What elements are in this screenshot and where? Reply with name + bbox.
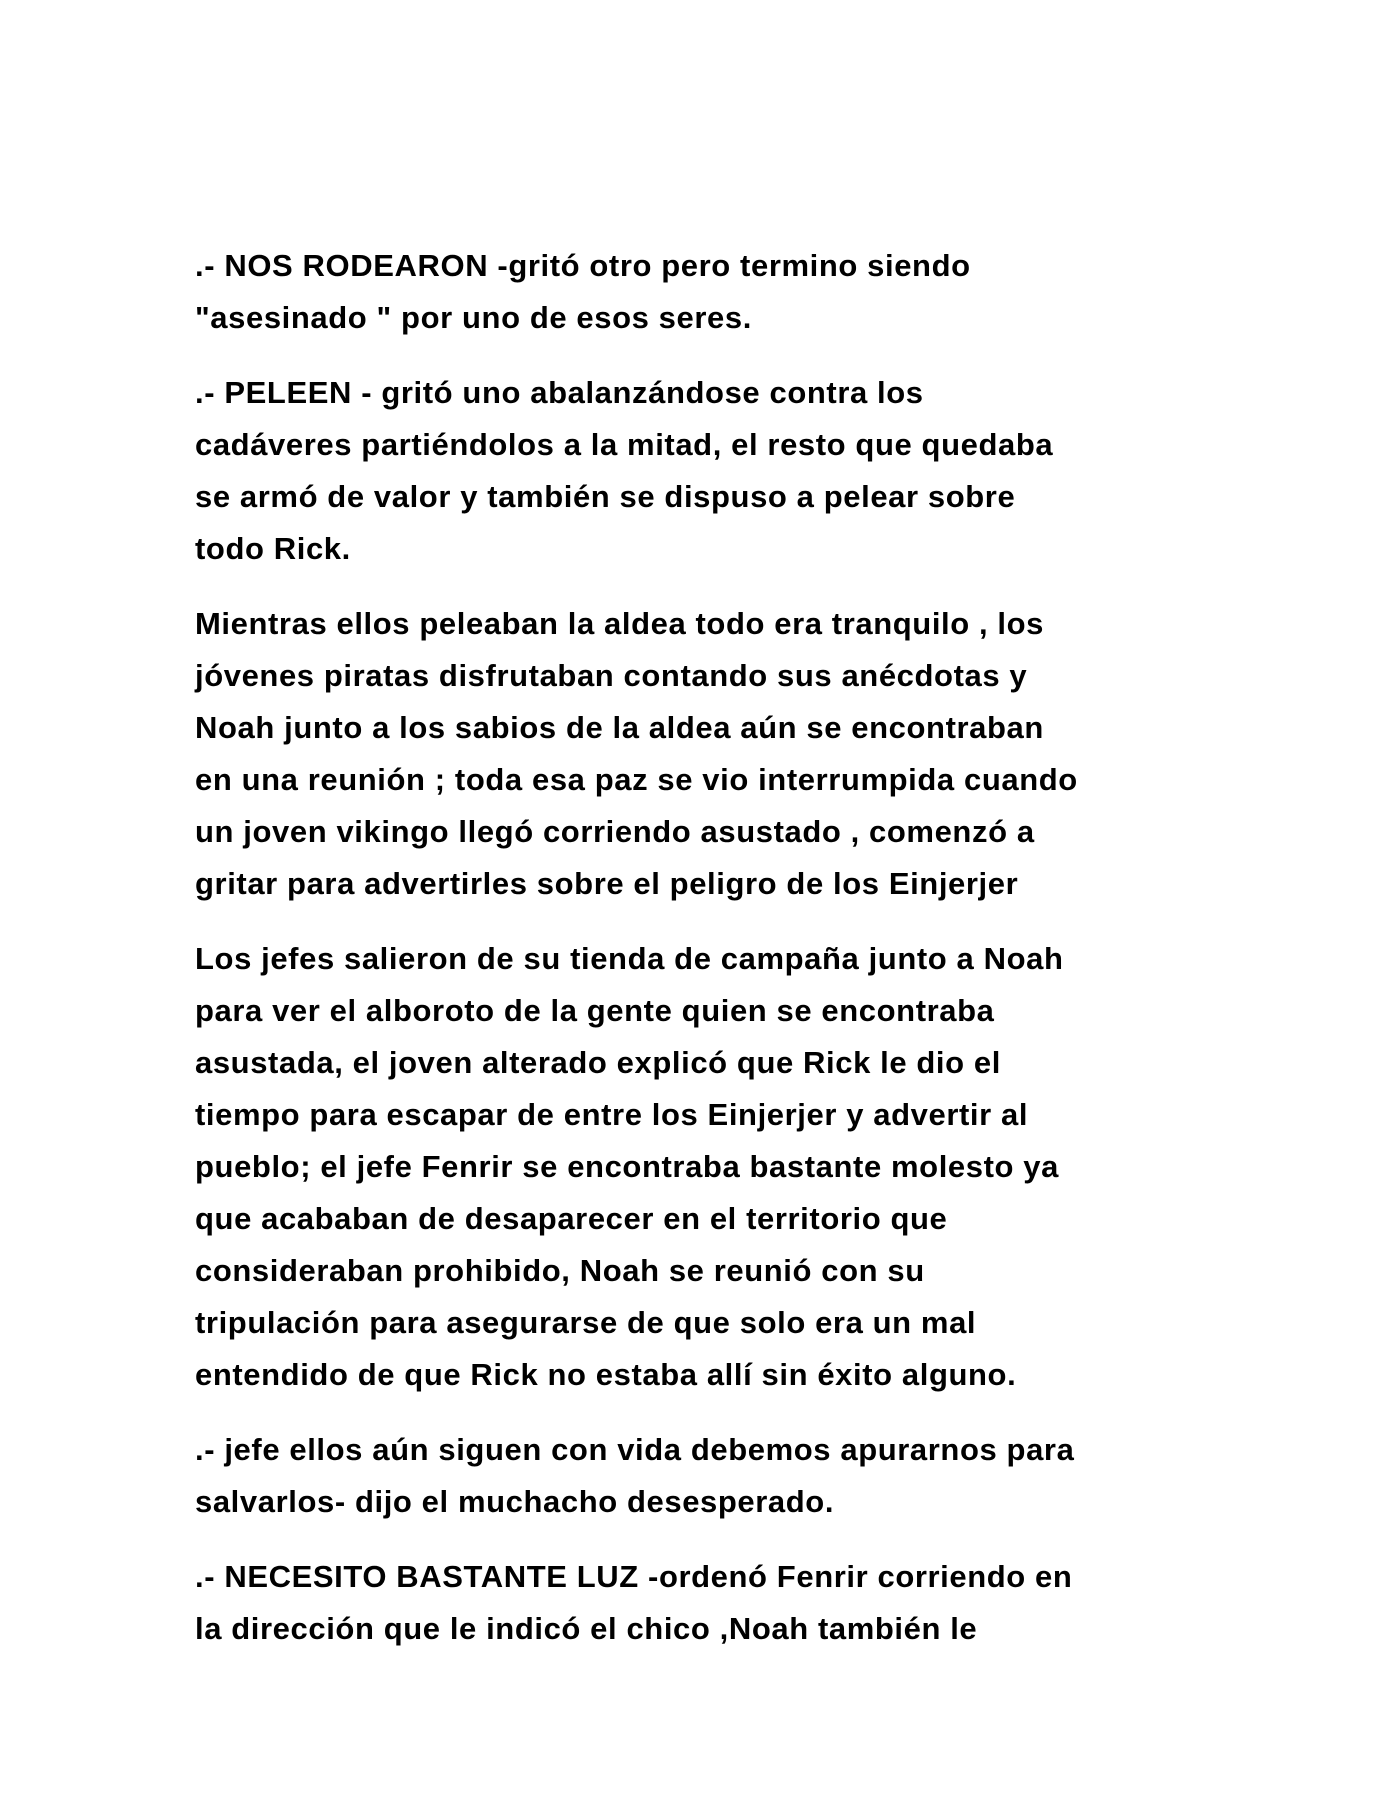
paragraph-4 [195, 933, 1215, 1401]
paragraph-1 [195, 240, 1215, 344]
text-line: en una reunión ; toda esa paz se vio interrumpida cuando [195, 762, 1078, 797]
text-line: se armó de valor y también se dispuso a pelear sobre [195, 479, 1016, 514]
paragraph-2 [195, 367, 1215, 575]
text-line: consideraban prohibido, Noah se reunió con su [195, 1253, 925, 1288]
text-line: Los jefes salieron de su tienda de campaña junto a Noah [195, 941, 1064, 976]
text-line: todo Rick. [195, 531, 351, 566]
text-line: gritar para advertirles sobre el peligro de los Einjerjer [195, 866, 1019, 901]
text-line: que acababan de desaparecer en el territorio que [195, 1201, 948, 1236]
text-line: jóvenes piratas disfrutaban contando sus anécdotas y [195, 658, 1028, 693]
text-line: .- jefe ellos aún siguen con vida debemos apurarnos para [195, 1432, 1075, 1467]
text-line: Noah junto a los sabios de la aldea aún se encontraban [195, 710, 1044, 745]
paragraph-3 [195, 598, 1215, 910]
text-line: un joven vikingo llegó corriendo asustado , comenzó a [195, 814, 1035, 849]
text-line: entendido de que Rick no estaba allí sin éxito alguno. [195, 1357, 1017, 1392]
text-line: .- PELEEN - gritó uno abalanzándose contra los [195, 375, 924, 410]
text-line: "asesinado " por uno de esos seres. [195, 300, 752, 335]
text-line: Mientras ellos peleaban la aldea todo era tranquilo , los [195, 606, 1045, 641]
text-line: tripulación para asegurarse de que solo era un mal [195, 1305, 977, 1340]
text-line: para ver el alboroto de la gente quien se encontraba [195, 993, 995, 1028]
body-text [195, 240, 1215, 1678]
text-line: tiempo para escapar de entre los Einjerjer y advertir al [195, 1097, 1029, 1132]
text-line: asustada, el joven alterado explicó que Rick le dio el [195, 1045, 1001, 1080]
text-line: cadáveres partiéndolos a la mitad, el resto que quedaba [195, 427, 1054, 462]
text-line: salvarlos- dijo el muchacho desesperado. [195, 1484, 835, 1519]
paragraph-6 [195, 1551, 1215, 1655]
paragraph-5 [195, 1424, 1215, 1528]
text-line: .- NOS RODEARON -gritó otro pero termino siendo [195, 248, 971, 283]
text-line: pueblo; el jefe Fenrir se encontraba bastante molesto ya [195, 1149, 1059, 1184]
text-line: .- NECESITO BASTANTE LUZ -ordenó Fenrir corriendo en [195, 1559, 1073, 1594]
text-line: la dirección que le indicó el chico ,Noah también le [195, 1611, 978, 1646]
